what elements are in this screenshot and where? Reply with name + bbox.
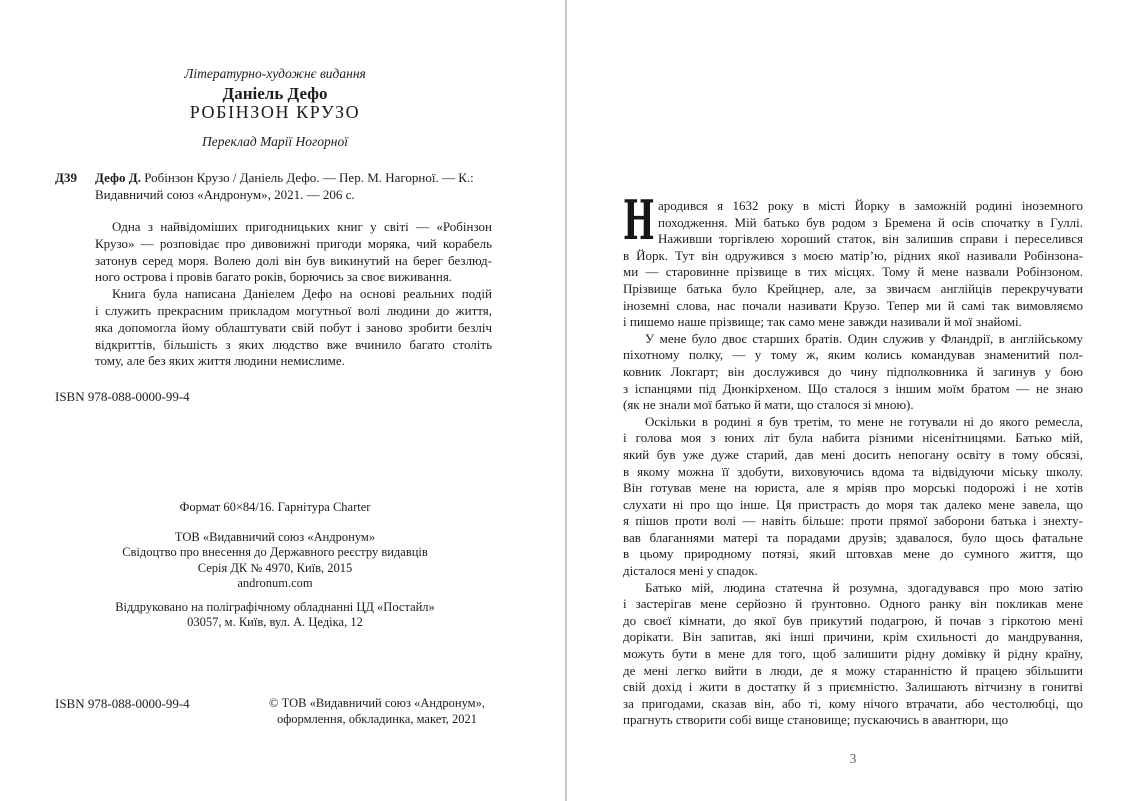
copyright-notice xyxy=(252,695,502,727)
text-line: ародився я 1632 року в місті Йорку в заможній родині іноземного xyxy=(658,198,1083,213)
text-line: У мене було двоє старших братів. Один служив у Фландрії, в англійському xyxy=(645,330,1083,346)
text-line: Крузо» — розповідає про дивовижні пригоди моряка, чий корабель xyxy=(95,235,492,251)
book-author: Даніель Дефо xyxy=(222,84,328,103)
text-line: дорікати. Він запитав, які інші причини, крім схильності до мандрування, xyxy=(623,629,1083,645)
paragraph xyxy=(623,331,1083,414)
text-line: © ТОВ «Видавничий союз «Андронум», xyxy=(269,696,485,710)
text-line: andronum.com xyxy=(237,575,313,590)
text-line: Він готував мене на юриста, але я мріяв про морські подорожі і не хотів xyxy=(623,480,1083,496)
text-line: ТОВ «Видавничий союз «Андронум» xyxy=(174,530,376,544)
print-block xyxy=(55,600,495,631)
body-text xyxy=(623,188,1083,729)
catalog-line-1-rest: Робінзон Крузо / Даніель Дефо. — Пер. М. Нагорної. — К.: xyxy=(140,170,474,185)
text-line: відкриттів, більшість з яких людство вже вчинило багато століть xyxy=(95,336,492,352)
isbn: ISBN 978-088-0000-99-4 xyxy=(55,389,190,404)
page-number: 3 xyxy=(849,751,857,766)
paragraph xyxy=(95,219,492,286)
text-line: затонув серед моря. Волею долі він був викинутий на берег безлюд- xyxy=(95,252,492,268)
text-line: можуть бути в мене для того, щоб залишити рідну домівку й рідну країну, xyxy=(623,646,1083,662)
text-line: до своєї кімнати, до якої був прикутий подагрою, й почав з гіркотою мені xyxy=(623,612,1083,628)
catalog-line-1 xyxy=(95,170,492,187)
paragraph xyxy=(95,286,492,370)
text-line: і пишемо наше прізвище; так само мене завжди називали й мої знайомі. xyxy=(623,314,1022,330)
paragraph xyxy=(623,414,1083,580)
text-line: і служить прекрасним прикладом могутньої волі людини до життя, xyxy=(95,302,492,318)
text-line: з іспанцями під Дюнкірхеном. Що сталося з іншим моїм братом — не знаю xyxy=(623,380,1083,396)
text-line: походження. Мій батько був родом з Бремена й осів спочатку в Гуллі. xyxy=(658,214,1083,230)
text-line: в Йорк. Тут він одружився з моєю матір’ю, рідних якої називали Робінзона- xyxy=(623,247,1083,263)
text-line: яка допомогла йому облаштувати свій побут і заново зробити безліч xyxy=(95,319,492,335)
translator-note: Переклад Марії Ногорної xyxy=(202,134,348,149)
annotation xyxy=(95,219,492,370)
text-line: ного острова і провів багато років, борючись за своє виживання. xyxy=(95,269,453,285)
paragraph xyxy=(623,580,1083,729)
text-line: прагнуть створити собі вище становище; пускаючись в авантюри, що xyxy=(623,712,1009,728)
drop-cap: Н xyxy=(623,188,655,252)
book-title: РОБІНЗОН КРУЗО xyxy=(189,102,361,122)
catalog-code: Д39 xyxy=(55,170,77,185)
page-divider xyxy=(565,0,567,801)
text-line: піхотному полку, — у тому ж, яким колись командував знаменитий пол- xyxy=(623,347,1083,363)
text-line: де мені легко вийти в люди, де я можу старанністю й працею збільшити xyxy=(623,662,1083,678)
text-line: вав благаннями матері та порадами друзів; здавалося, було щось фатальне xyxy=(623,529,1083,545)
text-line: Одна з найвідоміших пригодницьких книг у світі — «Робінзон xyxy=(112,219,492,234)
text-line: свій дохід і жити в достатку й з приємністю. Залишають вітчизну в гонитві xyxy=(623,679,1083,695)
text-line: ми — старовинне прізвище в тих місцях. Тому й мене назвали Робінзоном. xyxy=(623,264,1083,280)
edition-note: Літературно-художнє видання xyxy=(184,66,366,81)
catalog-text xyxy=(95,170,492,204)
text-line: Оскільки в родині я був третім, то мене не готували ні до якого ремесла, xyxy=(645,413,1083,429)
text-line: слухати ні про що інше. Ця пристрасть до моря так далеко мене завела, що xyxy=(623,496,1083,512)
text-line: оформлення, обкладинка, макет, 2021 xyxy=(276,712,478,726)
text-line: дісталося мені у спадок. xyxy=(623,563,758,579)
catalog-entry xyxy=(55,170,492,204)
text-line: ковник Локгарт; він дослужився до чину підполковника й загинув у бою xyxy=(623,363,1083,379)
text-line: Серія ДК № 4970, Київ, 2015 xyxy=(197,560,353,575)
text-line: в якому можна її здобути, виховуючись вдома та відвідуючи міську школу. xyxy=(623,463,1083,479)
imprint-format-line: Формат 60×84/16. Гарнітура Charter xyxy=(179,500,371,514)
catalog-author-bold: Дефо Д. xyxy=(95,170,141,185)
footer-isbn: ISBN 978-088-0000-99-4 xyxy=(55,696,190,711)
publisher-block xyxy=(55,530,495,591)
text-line: Наживши торгівлею хороший статок, він залишив справи і переселився xyxy=(658,231,1083,247)
text-line: Батько мій, людина статечна й розумна, здогадувався про мою затію xyxy=(645,579,1083,595)
paragraph xyxy=(623,188,1083,331)
text-line: (як не знали мої батько й мати, що сталося зі мною). xyxy=(623,397,914,413)
text-line: я пішов проти волі — навіть більше: проти прямої заборони батька і знехту- xyxy=(623,513,1083,529)
text-line: і голова моя з юних літ була набита різними нісенітницями. Батько мій, xyxy=(623,430,1083,446)
text-line: в цьому природному потязі, який штовхав мене до сумного життя, що xyxy=(623,546,1083,562)
text-line: Книга була написана Даніелем Дефо на основі реальних подій xyxy=(112,286,492,302)
catalog-line-2: Видавничий союз «Андронум», 2021. — 206 с. xyxy=(95,186,355,202)
text-line: який був уже дуже старий, дав мені досить непогану освіту в тому обсязі, xyxy=(623,446,1083,462)
text-line: і застерігав мене серйозно й ґрунтовно. Одного ранку він покликав мене xyxy=(623,596,1083,612)
text-line: за пригодами, сказав він, або ті, кому нічого втрачати, або честолюбці, що xyxy=(623,695,1083,711)
text-line: 03057, м. Київ, вул. А. Цедіка, 12 xyxy=(187,615,363,630)
text-line: іноземні слова, нас почали називати Крузо. Тепер ми й самі так вимовляємо xyxy=(623,297,1083,313)
text-line: тому, але без яких життя людини немислиме. xyxy=(95,353,345,369)
text-line: Віддруковано на поліграфічному обладнанні ЦД «Постайл» xyxy=(115,600,435,614)
text-line: Прізвище батька було Крейцнер, але, за звичаєм англійців перекручувати xyxy=(623,280,1083,296)
text-line: Свідоцтво про внесення до Державного реєстру видавців xyxy=(122,545,428,560)
